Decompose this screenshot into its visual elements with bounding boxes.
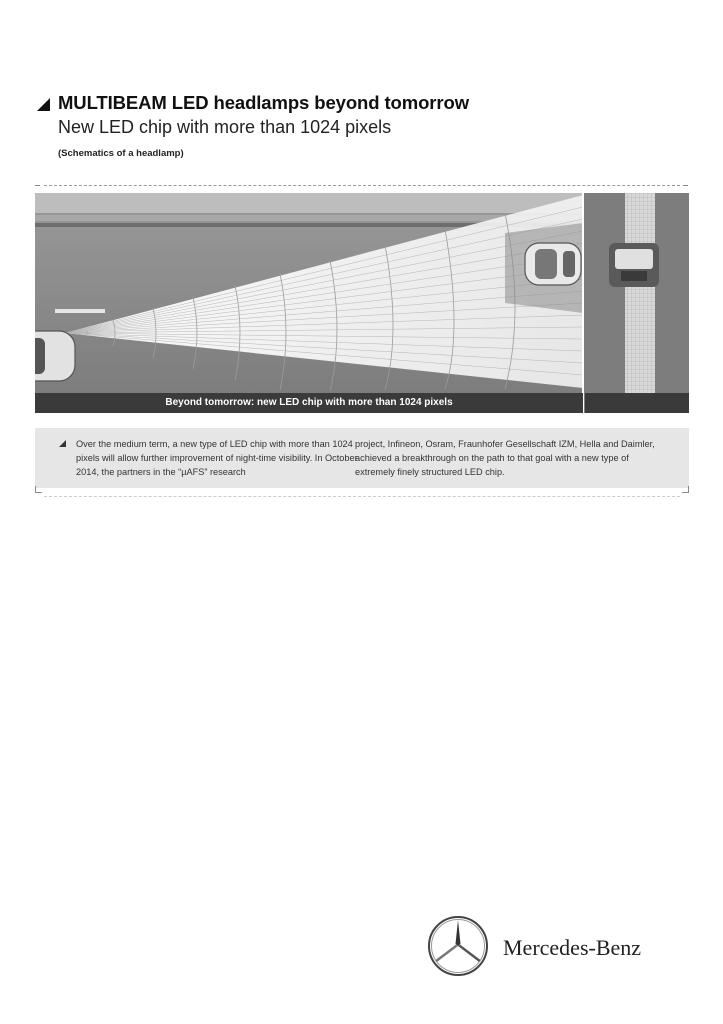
headlamp-schematic-figure (35, 193, 689, 413)
figure-caption-bar (585, 393, 689, 413)
description-column-1: Over the medium term, a new type of LED chip with more than 1024 pixels will allow further improvement of night-time visibility. In October 2014, the partners in the “µAFS” research (76, 439, 358, 477)
brand-logo (427, 915, 641, 977)
oncoming-car (525, 243, 581, 285)
corner-mark (682, 486, 689, 493)
rear-view-car (609, 243, 659, 287)
bottom-divider (44, 496, 680, 497)
brand-name: Mercedes-Benz (503, 935, 642, 960)
corner-mark (35, 185, 40, 186)
description-column-2: project, Infineon, Osram, Fraunhofer Gesellschaft IZM, Hella and Daimler, achieved a breakthrough on the path to that goal with a new type of extremely finely structured LED chip. (355, 439, 655, 477)
mercedes-star-icon (427, 915, 489, 977)
top-divider (44, 185, 680, 186)
figure-caption: Beyond tomorrow: new LED chip with more than 1024 pixels (35, 393, 583, 413)
triangle-marker-icon (37, 98, 50, 111)
corner-mark (683, 185, 688, 186)
corner-mark (35, 486, 42, 493)
page-title: MULTIBEAM LED headlamps beyond tomorrow (58, 92, 469, 113)
page-subtitle: New LED chip with more than 1024 pixels (58, 117, 392, 137)
headlamp-schematic-illustration (35, 193, 689, 413)
description-box (35, 428, 689, 488)
triangle-marker-icon (59, 440, 66, 447)
title-row (37, 92, 697, 114)
schematic-caption: (Schematics of a headlamp) (58, 148, 184, 159)
header (37, 92, 697, 159)
own-car (35, 331, 75, 381)
